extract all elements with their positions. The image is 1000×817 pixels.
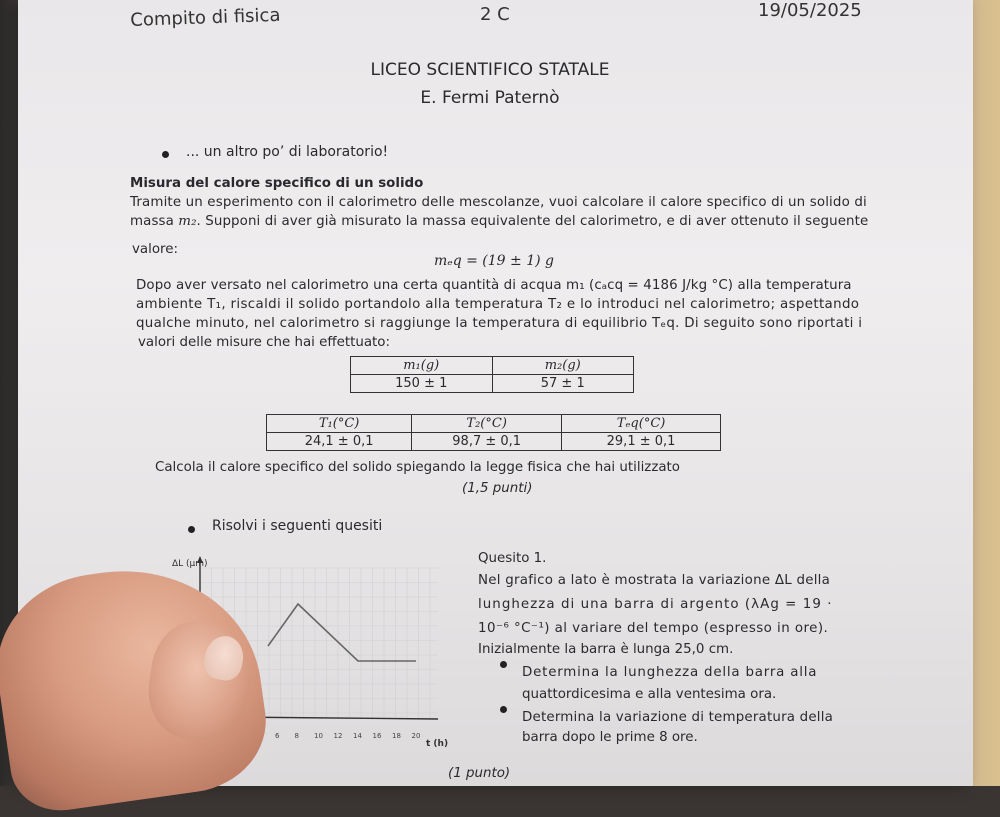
exercise-intro-line1: Tramite un esperimento con il calorimetro delle mescolanze, vuoi calcolare il calore specifico di un solido di [130,195,867,210]
quesito-points: (1 punto) [448,766,511,781]
school-name: LICEO SCIENTIFICO STATALE [370,60,610,80]
y-axis-label: ΔL (μm) [172,559,208,569]
school-city: E. Fermi Paternò [420,88,560,108]
x-tick-label: 14 [353,732,362,740]
exercise-points: (1,5 punti) [462,481,533,496]
exercise-question: Calcola il calore specifico del solido spiegando la legge fisica che hai utilizzato [155,460,681,475]
mass-table [350,356,634,393]
equivalent-mass-formula: mₑq = (19 ± 1) g [434,253,554,269]
exercise-body-line2: ambiente T₁, riscaldi il solido portandolo alla temperatura T₂ e lo introduci nel calorimetro; aspettando [136,297,860,312]
exercise-title: Misura del calore specifico di un solido [130,176,424,191]
bullet-dot [500,661,507,668]
bullet-dot [188,526,195,533]
quesito-line2: lunghezza di una barra di argento (λAg = 19 · [478,597,833,612]
temperature-table-cell: 98,7 ± 0,1 [412,433,562,451]
mass-table-header: m₂(g) [492,357,634,375]
temperature-table-header: T₁(°C) [267,415,412,433]
bullet-dot [500,706,507,713]
x-tick-label: 20 [411,732,421,740]
x-tick-label: 12 [333,732,343,740]
temperature-table-header: T₂(°C) [412,415,562,433]
class-label: 2 C [480,4,510,25]
section-lab-heading: ... un altro po’ di laboratorio! [186,144,389,160]
exam-title: Compito di fisica [130,4,281,31]
x-tick-label: 8 [294,732,299,740]
mass-table-header: m₁(g) [351,357,493,375]
expansion-line [268,604,416,661]
quesito-line4: Inizialmente la barra è lunga 25,0 cm. [478,642,734,657]
x-axis-label: t (h) [426,739,449,749]
mass-table-cell: 57 ± 1 [492,375,634,393]
exercise-body-line1: Dopo aver versato nel calorimetro una certa quantità di acqua m₁ (cₐcq = 4186 J/kg °C) alla temperatura [136,278,852,293]
exercise-body-line4: valori delle misure che hai effettuato: [138,335,390,350]
mass-table-cell: 150 ± 1 [351,375,493,393]
quesito-bullet2-line2: barra dopo le prime 8 ore. [522,730,698,745]
exam-date: 19/05/2025 [758,0,862,21]
quesito-line1: Nel grafico a lato è mostrata la variazione ΔL della [478,573,831,588]
x-tick-label: 10 [314,732,323,740]
exercise-intro-line2 [130,212,868,231]
quesito-line3: 10⁻⁶ °C⁻¹) al variare del tempo (espresso in ore). [478,621,829,636]
intro-text-b: . Supponi di aver già misurato la massa equivalente del calorimetro, e di aver ottenuto il seguente [196,214,869,229]
mass-variable: m₂ [178,214,197,229]
exercise-body-line3: qualche minuto, nel calorimetro si raggiunge la temperatura di equilibrio Tₑq. Di seguito sono riportati i [136,316,863,331]
quesito-bullet1-line2: quattordicesima e alla ventesima ora. [522,687,777,702]
temperature-table-cell: 29,1 ± 0,1 [562,433,721,451]
x-tick-label: 18 [392,732,401,740]
quesito-title: Quesito 1. [478,551,547,566]
intro-text-a: massa [130,214,174,229]
exercise-intro-line3: valore: [132,242,179,257]
temperature-table [266,414,721,451]
section-quesiti-heading: Risolvi i seguenti quesiti [212,518,383,534]
temperature-table-header: Tₑq(°C) [562,415,721,433]
quesito-bullet2-line1: Determina la variazione di temperatura della [522,710,834,725]
temperature-table-cell: 24,1 ± 0,1 [267,433,412,451]
quesito-bullet1-line1: Determina la lunghezza della barra alla [522,665,818,680]
x-tick-label: 16 [372,732,382,740]
x-tick-label: 6 [275,732,280,740]
bullet-dot [162,151,169,158]
